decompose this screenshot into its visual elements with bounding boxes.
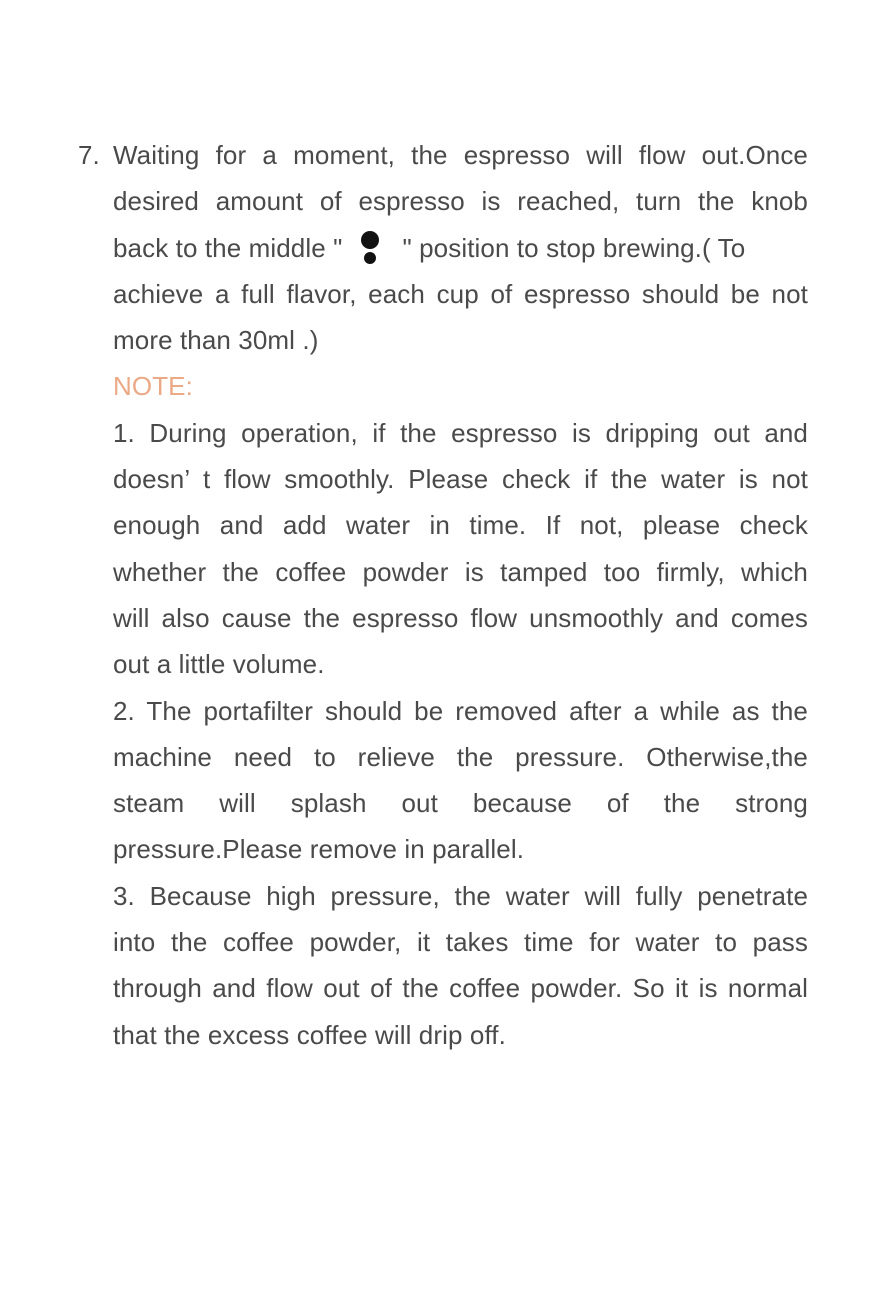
step-text-line: Waiting for a moment, the espresso will flow out.Once	[113, 140, 808, 170]
knob-line-before: back to the middle "	[113, 232, 343, 263]
note-text-line: steam will splash out because of the strong	[113, 788, 808, 819]
note-text-line: 3. Because high pressure, the water will fully penetrate	[113, 880, 808, 911]
step-text-line: desired amount of espresso is reached, turn the knob	[113, 186, 808, 217]
note-text-line: 2. The portafilter should be removed after a while as the	[113, 695, 808, 726]
note-text-line: out a little volume.	[113, 649, 325, 680]
step-body	[113, 132, 808, 1058]
note-text-line: will also cause the espresso flow unsmoothly and comes	[113, 602, 808, 633]
knob-instruction-line	[113, 225, 808, 271]
knob-middle-position-icon	[360, 231, 382, 267]
step-number: 7.	[78, 140, 100, 170]
note-text-line: whether the coffee powder is tamped too firmly, which	[113, 556, 808, 587]
note-text-line: through and flow out of the coffee powder. So it is normal	[113, 973, 808, 1004]
note-text-line: that the excess coffee will drip off.	[113, 1019, 506, 1050]
note-text-line: doesn’ t flow smoothly. Please check if the water is not	[113, 464, 808, 495]
note-text-line: enough and add water in time. If not, please check	[113, 510, 808, 541]
note-text-line: machine need to relieve the pressure. Otherwise,the	[113, 741, 808, 772]
step-text-line: more than 30ml .)	[113, 325, 319, 356]
note-text-line: pressure.Please remove in parallel.	[113, 834, 525, 865]
knob-line-after: " position to stop brewing.( To	[402, 232, 746, 263]
note-text-line: 1. During operation, if the espresso is dripping out and	[113, 417, 808, 448]
note-label: NOTE:	[113, 371, 193, 402]
note-text-line: into the coffee powder, it takes time for water to pass	[113, 927, 808, 958]
step-text-line: achieve a full flavor, each cup of espresso should be not	[113, 278, 808, 309]
